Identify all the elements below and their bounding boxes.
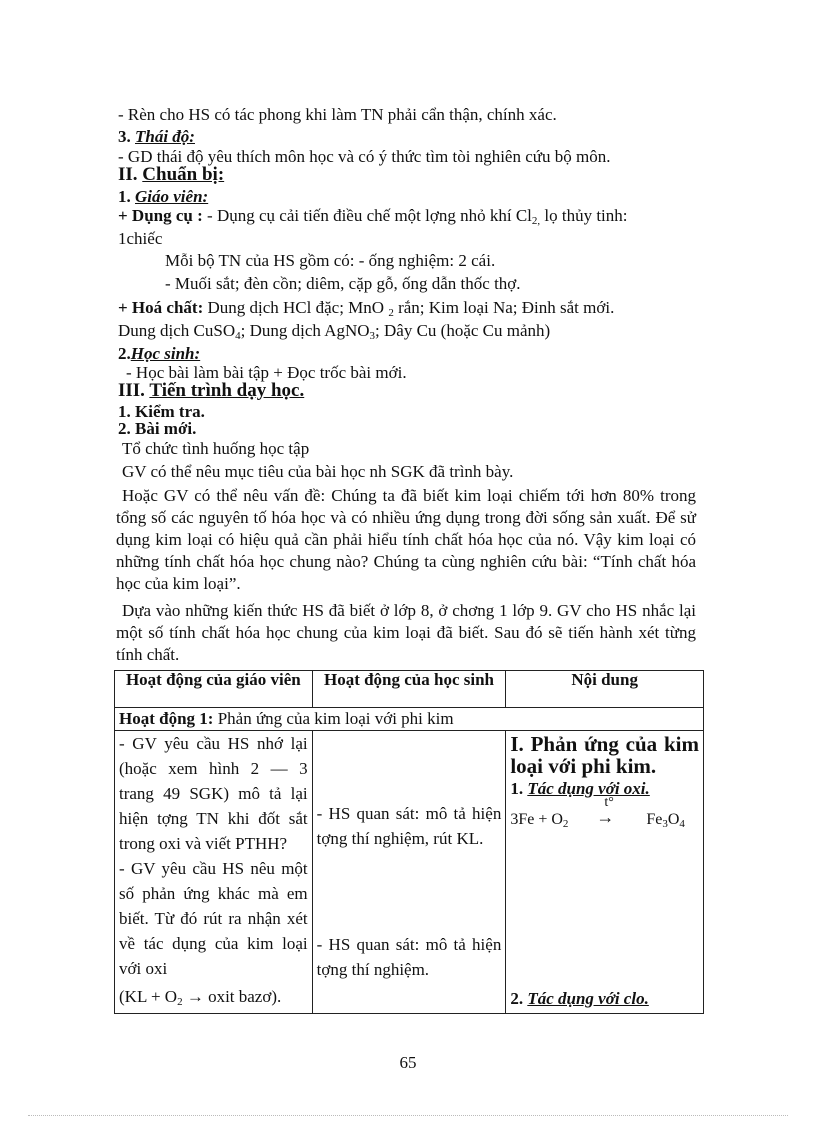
page-number: 65 xyxy=(399,1053,417,1072)
section-heading: II. Chuẩn bị: xyxy=(118,164,225,185)
table-row xyxy=(115,731,704,1014)
teacher-text-1: - GV yêu cầu HS nhớ lại (hoặc xem hình 2 — 3 trang 49 SGK) mô tả lại hiện tợng TN khi đốt sắt trong oxi và viết PTHH? xyxy=(119,734,308,853)
text-line: 1chiếc xyxy=(118,229,163,248)
section-heading: 1. Giáo viên: xyxy=(118,187,209,206)
text-line: + Dụng cụ : - Dụng cụ cải tiến điều chế một lợng nhỏ khí $Cl_{2,}$ lọ thủy tinh: xyxy=(118,206,628,227)
teacher-cell xyxy=(115,731,313,1014)
text-line: Mỗi bộ TN của HS gồm có: - ống nghiệm: 2 cái. xyxy=(165,251,496,270)
equation-right: $Fe_3O_4$ xyxy=(646,811,685,830)
page-divider xyxy=(28,1115,788,1116)
paragraph: Hoặc GV có thể nêu vấn đề: Chúng ta đã biết kim loại chiếm tới hơn 80% trong tổng số các nguyên tố hóa học và có nhiều ứng dụng trong đời sống sản xuất. Để sử dụng kim loại có hiệu quả cần phải hiểu tính chất hóa học của nó. Vậy kim loại có những tính chất hóa học chung nào? Chúng ta cùng nghiên cứu bài: “Tính chất hóa học của kim loại”. xyxy=(116,486,696,593)
reaction-arrow: → xyxy=(596,807,615,827)
temperature-label: t° xyxy=(604,795,614,810)
activity-table xyxy=(114,670,704,1014)
section-heading: III. Tiến trình dạy học. xyxy=(118,380,305,401)
content-cell xyxy=(506,731,704,1014)
section-heading: 1. Kiểm tra. xyxy=(118,402,205,421)
teacher-text-3: ($KL + O_2$ → oxit bazơ). xyxy=(119,987,282,1008)
section-heading: 3. Thái độ: xyxy=(118,127,195,146)
text-line: - GD thái độ yêu thích môn học và có ý thức tìm tòi nghiên cứu bộ môn. xyxy=(118,147,611,166)
teacher-text-2: - GV yêu cầu HS nêu một số phản ứng khác mà em biết. Từ đó rút ra nhận xét về tác dụng của kim loại với oxi xyxy=(119,859,308,978)
text-line: Dung dịch CuSO$_4$; Dung dịch AgNO$_3$; Dây Cu (hoặc Cu mảnh) xyxy=(118,321,551,342)
section-heading: 2.Học sinh: xyxy=(118,344,201,363)
student-text-2: - HS quan sát: mô tả hiện tợng thí nghiệm. xyxy=(316,935,502,979)
section-heading: 2. Bài mới. xyxy=(118,419,197,438)
text-line: + Hoá chất: Dung dịch HCl đặc; MnO $_2$ rắn; Kim loại Na; Đinh sắt mới. xyxy=(118,298,615,319)
table-header-row xyxy=(115,671,704,708)
content-subheading: 1. Tác dụng với oxi. xyxy=(510,779,650,798)
activity-title: Hoạt động 1: Phản ứng của kim loại với phi kim xyxy=(115,708,704,731)
equation-left: $3Fe + O_2$ xyxy=(510,811,569,830)
student-text-1: - HS quan sát: mô tả hiện tợng thí nghiệm, rút KL. xyxy=(316,804,502,848)
activity-row xyxy=(115,708,704,731)
table-header: Nội dung xyxy=(506,671,704,708)
content-heading: I. Phản ứng của kim loại với phi kim. xyxy=(510,732,699,778)
paragraph: Dựa vào những kiến thức HS đã biết ở lớp 8, ở chơng 1 lớp 9. GV cho HS nhắc lại một số tính chất hóa học chung của kim loại đã biết. Sau đó sẽ tiến hành xét từng tính chất. xyxy=(116,601,696,664)
text-line: - Rèn cho HS có tác phong khi làm TN phải cẩn thận, chính xác. xyxy=(118,105,557,124)
text-line: - Muối sắt; đèn cồn; diêm, cặp gỗ, ống dẫn thốc thợ. xyxy=(165,274,521,293)
equation xyxy=(510,795,699,835)
text-line: GV có thể nêu mục tiêu của bài học nh SGK đã trình bày. xyxy=(122,462,514,481)
content-subheading: 2. Tác dụng với clo. xyxy=(510,989,649,1008)
student-cell xyxy=(312,731,506,1014)
text-line: Tổ chức tình huống học tập xyxy=(122,439,310,458)
text-line: - Học bài làm bài tập + Đọc trốc bài mới. xyxy=(126,363,407,382)
table-header: Hoạt động của giáo viên xyxy=(115,671,313,708)
table-header: Hoạt động của học sinh xyxy=(312,671,506,708)
